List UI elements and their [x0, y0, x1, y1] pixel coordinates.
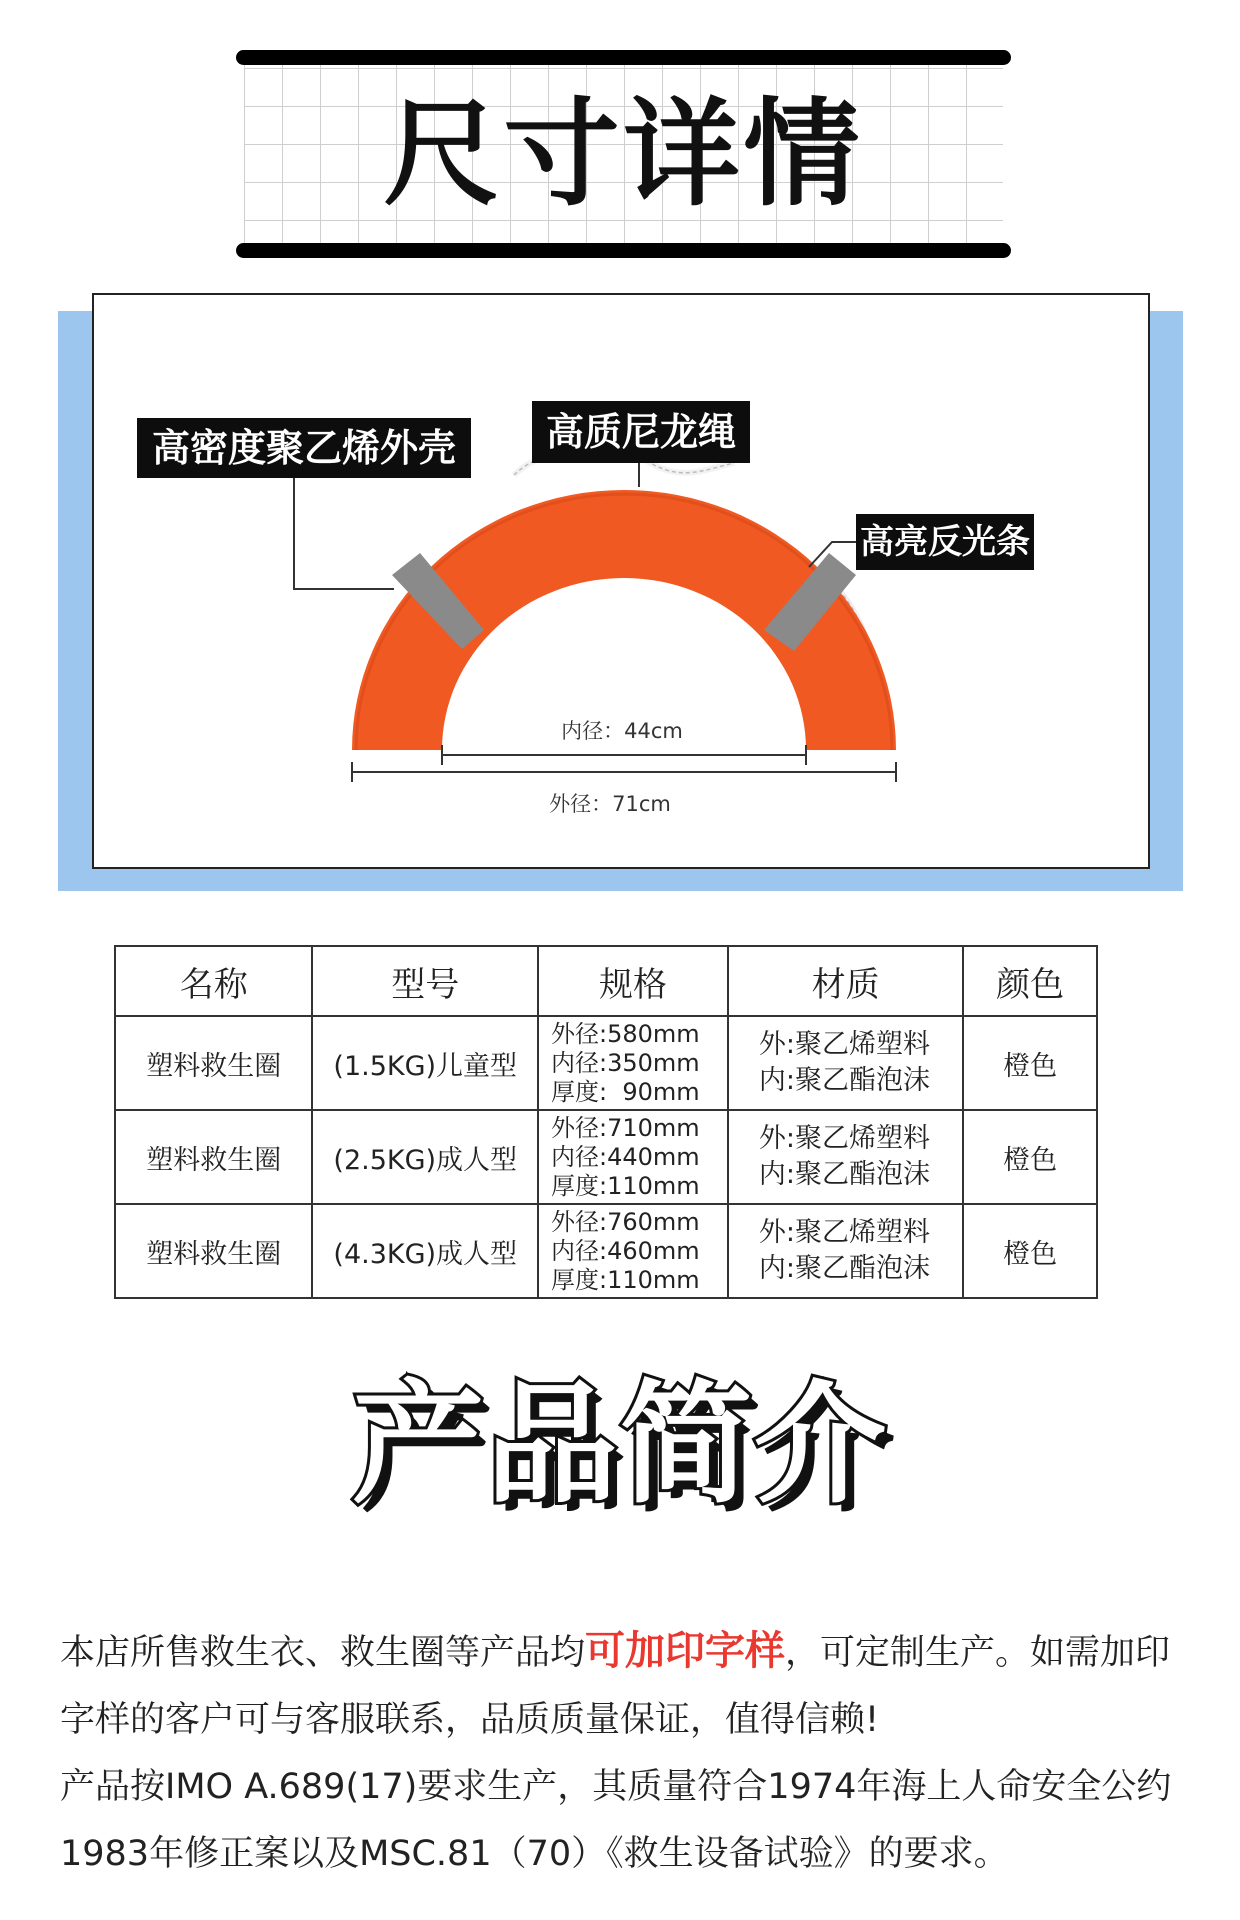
spec-thickness: 厚度:110mm	[551, 1265, 700, 1294]
cell-spec	[538, 1016, 728, 1110]
cell-model: (1.5KG)儿童型	[312, 1016, 538, 1110]
spec-thickness: 厚度:110mm	[551, 1171, 700, 1200]
material-inner: 内:聚乙酯泡沫	[758, 1253, 931, 1284]
cell-model: (2.5KG)成人型	[312, 1110, 538, 1204]
outer-diameter-label: 外径：71cm	[549, 792, 671, 816]
spec-inner: 内径:350mm	[551, 1048, 700, 1077]
section-title-banner	[236, 50, 1011, 250]
intro-body	[60, 1618, 1190, 1888]
header-color: 颜色	[963, 946, 1097, 1016]
spec-inner: 内径:440mm	[551, 1142, 700, 1171]
header-material: 材质	[728, 946, 963, 1016]
cell-name: 塑料救生圈	[115, 1110, 312, 1204]
cell-material	[728, 1204, 963, 1298]
spec-outer: 外径:760mm	[551, 1207, 700, 1236]
material-outer: 外:聚乙烯塑料	[758, 1029, 931, 1060]
cell-name: 塑料救生圈	[115, 1204, 312, 1298]
header-spec: 规格	[538, 946, 728, 1016]
lifebuoy-diagram	[92, 293, 1150, 869]
cell-name: 塑料救生圈	[115, 1016, 312, 1110]
material-outer: 外:聚乙烯塑料	[758, 1217, 931, 1248]
inner-diameter-line	[442, 745, 806, 765]
lifebuoy-illustration	[94, 295, 1148, 867]
cell-material	[728, 1110, 963, 1204]
title-bar-top	[236, 50, 1011, 65]
header-name: 名称	[115, 946, 312, 1016]
cell-color: 橙色	[963, 1110, 1097, 1204]
highlight-text: 可加印字样	[585, 1628, 786, 1674]
intro-paragraph-2: 产品按IMO A.689(17)要求生产，其质量符合1974年海上人命安全公约1983年修正案以及MSC.81（70）《救生设备试验》的要求。	[60, 1767, 1172, 1874]
spec-outer: 外径:710mm	[551, 1113, 700, 1142]
cell-spec	[538, 1204, 728, 1298]
material-outer: 外:聚乙烯塑料	[758, 1123, 931, 1154]
cell-model: (4.3KG)成人型	[312, 1204, 538, 1298]
spec-outer: 外径:580mm	[551, 1019, 700, 1048]
leader-shell	[294, 478, 394, 589]
table-row	[115, 1204, 1097, 1298]
title-bar-bottom	[236, 243, 1011, 258]
intro-paragraph-1	[60, 1618, 1190, 1754]
cell-material	[728, 1016, 963, 1110]
intro-text: 本店所售救生衣、救生圈等产品均	[60, 1633, 586, 1673]
table-header-row	[115, 946, 1097, 1016]
table-row	[115, 1110, 1097, 1204]
table-row	[115, 1016, 1097, 1110]
spec-thickness: 厚度: 90mm	[551, 1077, 700, 1106]
intro-text: ，可定制生产。如需加印字样的客户可与客服联系，品质质量保证，值得信赖!	[60, 1633, 1171, 1740]
outer-diameter-line	[352, 762, 896, 782]
cell-color: 橙色	[963, 1016, 1097, 1110]
header-model: 型号	[312, 946, 538, 1016]
material-inner: 内:聚乙酯泡沫	[758, 1159, 931, 1190]
section-title: 尺寸详情	[383, 87, 864, 222]
callout-reflective: 高亮反光条	[856, 514, 1034, 570]
material-inner: 内:聚乙酯泡沫	[758, 1065, 931, 1096]
inner-diameter-label: 内径：44cm	[561, 719, 683, 743]
callout-shell: 高密度聚乙烯外壳	[137, 418, 471, 478]
cell-color: 橙色	[963, 1204, 1097, 1298]
callout-rope: 高质尼龙绳	[532, 401, 750, 463]
intro-title: 产品简介	[352, 1368, 888, 1522]
cell-spec	[538, 1110, 728, 1204]
spec-inner: 内径:460mm	[551, 1236, 700, 1265]
spec-table	[114, 945, 1098, 1299]
